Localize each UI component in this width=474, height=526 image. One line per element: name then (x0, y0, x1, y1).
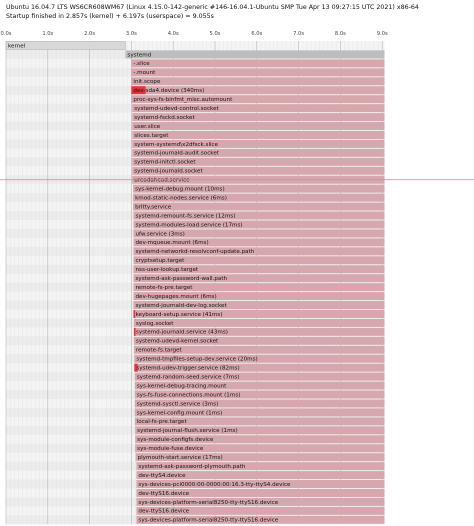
x-tick-label: 2.0s (84, 31, 96, 37)
unit-label: local-fs-pre.target (136, 419, 187, 426)
x-tick-label: 0.0s (0, 31, 12, 37)
unit-label: keyboard-setup.service (41ms) (135, 311, 223, 318)
watermark-text: CSDN @熟练工 (394, 509, 466, 520)
unit-label: systemd-ask-password-wall.path (135, 276, 228, 282)
unit-label: sys-module-fuse.device (137, 446, 204, 453)
x-tick-label: 5.0s (209, 31, 221, 37)
x-tick-label: 1.0s (42, 31, 54, 37)
unit-label: kmod-static-nodes.service (6ms) (135, 195, 227, 202)
x-tick-label: 3.0s (125, 31, 137, 37)
x-tick-label: 8.0s (334, 31, 346, 37)
unit-label: systemd-sysctl.service (3ms) (136, 401, 219, 408)
unit-label: systemd-journald-audit.socket (134, 150, 219, 157)
systemd-bar (125, 50, 384, 58)
unit-label: proc-sys-fs-binfmt_misc.automount (133, 97, 233, 103)
unit-label: -.mount (133, 70, 156, 77)
x-tick-label: 6.0s (251, 31, 263, 37)
unit-label: dev-sda4.device (340ms) (133, 88, 205, 95)
unit-label: sys-fs-fuse-connections.mount (1ms) (136, 392, 241, 399)
unit-label: systemd-udevd-kernel.socket (135, 338, 219, 345)
unit-bar (131, 59, 384, 67)
unit-label: user.slice (134, 123, 161, 130)
unit-label: sys-devices-platform-serial8250-tty-ttyS16.device (138, 517, 279, 524)
unit-label: syslog.socket (135, 320, 174, 327)
unit-label: nss-user-lookup.target (135, 267, 199, 274)
unit-label: systemd-journald-dev-log.socket (135, 302, 227, 309)
unit-label: systemd-ask-password-plymouth.path (138, 463, 246, 470)
unit-label: systemd-fsckd.socket (134, 114, 195, 121)
unit-label: sys-kernel-debug-tracing.mount (136, 383, 227, 390)
unit-label: plymouth-start.service (17ms) (137, 455, 223, 461)
unit-label: sys-kernel-config.mount (1ms) (136, 410, 223, 417)
unit-label: dev-ttyS16.device (138, 508, 190, 515)
unit-label: systemd-journald.service (43ms) (135, 329, 228, 336)
unit-bar (131, 77, 384, 85)
x-tick-label: 7.0s (293, 31, 305, 37)
unit-label: dev-ttyS4.device (138, 472, 186, 479)
unit-label: init.scope (133, 79, 161, 86)
unit-label: remote-fs.target (135, 347, 182, 354)
unit-label: dev-mqueue.mount (6ms) (135, 240, 209, 247)
x-tick-label: 9.0s (376, 31, 388, 37)
unit-label: systemd-networkd-resolvconf-update.path (135, 249, 255, 256)
unit-label: sys-kernel-debug.mount (10ms) (135, 186, 225, 193)
unit-label: remote-fs-pre.target (135, 284, 193, 291)
kernel-label: kernel (8, 43, 26, 50)
unit-label: sys-devices-platform-serial8250-tty-ttyS16.device (138, 499, 279, 506)
unit-label: systemd-journald.socket (134, 168, 203, 175)
unit-bar (132, 122, 384, 130)
unit-label: systemd-udev-trigger.service (82ms) (136, 365, 240, 372)
unit-label: systemd-tmpfiles-setup-dev.service (20ms) (136, 356, 258, 363)
unit-label: brltty.service (135, 204, 172, 211)
unit-label: dev-ttyS16.device (138, 490, 190, 497)
systemd-label: systemd (127, 52, 152, 59)
unit-label: -.slice (133, 61, 150, 68)
unit-label: systemd-remount-fs.service (12ms) (135, 213, 236, 220)
os-info-line: Ubuntu 16.04.7 LTS WS6CR608WM67 (Linux 4.15.0-142-generic #146-16.04.1-Ubuntu SMP Tue Apr 13 09:27:15 UTC 2021) x86-64 (6, 4, 419, 11)
unit-label: ureadahead.service (134, 177, 190, 184)
unit-label: systemd-modules-load.service (17ms) (135, 222, 243, 229)
unit-bar (131, 68, 384, 76)
startup-summary-line: Startup finished in 2.857s (kernel) + 6.197s (userspace) = 9.055s (6, 13, 214, 20)
unit-label: sys-devices-pci0000:00-0000:00:16.3-tty-ttyS4.device (138, 481, 291, 488)
unit-bar (132, 131, 384, 139)
unit-label: dev-hugepages.mount (6ms) (135, 293, 217, 300)
unit-label: slices.target (134, 132, 169, 139)
x-tick-label: 4.0s (167, 31, 179, 37)
unit-label: systemd-initctl.socket (134, 159, 196, 166)
unit-label: systemd-udevd-control.socket (134, 105, 219, 112)
unit-label: system-systemd\x2dfsck.slice (134, 141, 219, 148)
unit-label: systemd-journal-flush.service (1ms) (137, 428, 238, 435)
unit-label: systemd-random-seed.service (7ms) (136, 374, 240, 381)
unit-label: cryptsetup.target (135, 258, 185, 265)
unit-label: ufw.service (3ms) (135, 231, 185, 238)
unit-label: sys-module-configfs.device (137, 437, 214, 444)
